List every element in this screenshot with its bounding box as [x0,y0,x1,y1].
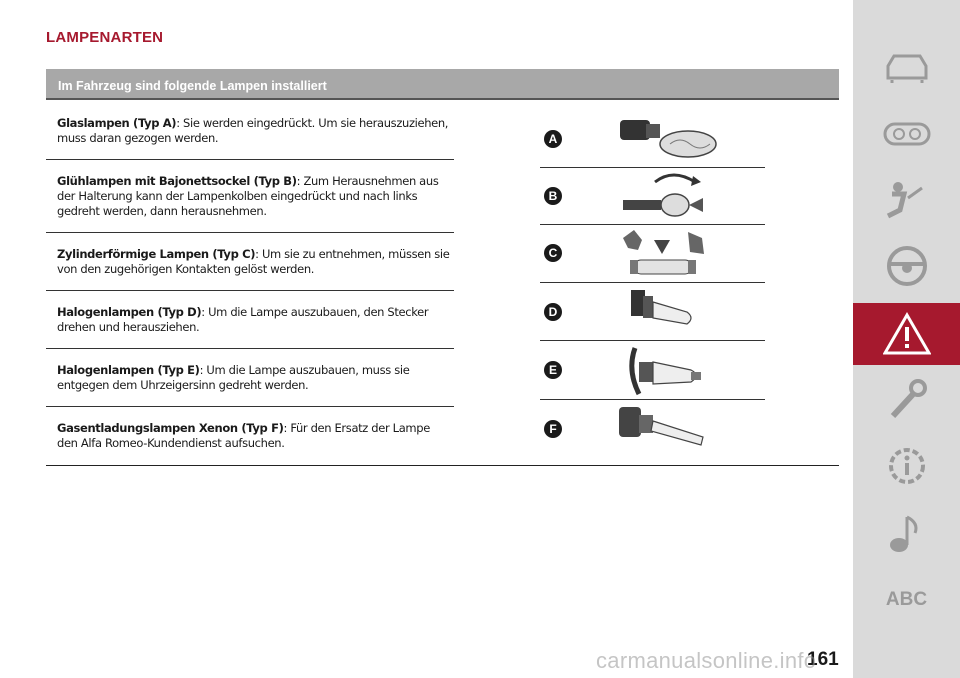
row-d-text [57,305,452,335]
seatbelt-passenger-icon [882,180,932,220]
row-d-term: Halogenlampen (Typ D) [57,305,202,319]
letter-badge-e: E [544,361,562,379]
bayonet-lamp-icon [615,170,715,220]
warning-triangle-icon [883,312,931,356]
row-e-text [57,363,452,393]
divider [540,340,765,341]
row-c-text [57,247,452,277]
sidebar-item-multimedia[interactable] [853,503,960,563]
wrench-icon [885,378,929,422]
row-b-desc: : Zum Herausnehmen aus der Halterung kann der Lampenkolben eingedrückt und nach links gedreht werden, dann herausnehmen. [57,174,439,218]
music-note-icon [887,511,927,555]
letter-badge-f: F [544,420,562,438]
info-gear-icon [885,444,929,488]
row-c-desc: : Um sie zu entnehmen, müssen sie von den zugehörigen Kontakten gelöst werden. [57,247,450,276]
row-a-desc: : Sie werden eingedrückt. Um sie herauszuziehen, muss daran gezogen werden. [57,116,449,145]
sidebar-item-emergency[interactable] [853,303,960,365]
letter-badge-a: A [544,130,562,148]
sidebar-item-car[interactable] [853,38,960,98]
row-a-text [57,116,452,146]
divider [46,232,454,233]
dashboard-gauge-icon [882,118,932,150]
row-e-desc: : Um die Lampe auszubauen, muss sie entgegen dem Uhrzeigersinn gedreht werden. [57,363,410,392]
sidebar-item-technical-data[interactable] [853,436,960,496]
row-e-term: Halogenlampen (Typ E) [57,363,200,377]
divider [540,399,765,400]
letter-badge-c: C [544,244,562,262]
halogen-lamp-e-icon [625,344,710,398]
row-f-term: Gasentladungslampen Xenon (Typ F) [57,421,284,435]
divider [540,282,765,283]
row-f-text [57,421,452,451]
watermark: carmanualsonline.info [596,648,817,673]
chapter-sidebar [853,0,960,678]
divider [46,290,454,291]
halogen-lamp-d-icon [625,286,700,336]
car-icon [882,52,932,84]
letter-badge-b: B [544,187,562,205]
row-d-desc: : Um die Lampe auszubauen, den Stecker drehen und herausziehen. [57,305,429,334]
letter-badge-d: D [544,303,562,321]
divider [46,348,454,349]
sidebar-item-driving[interactable] [853,236,960,296]
row-b-text [57,174,452,219]
steering-wheel-icon [885,244,929,288]
divider [46,159,454,160]
abc-index-label: ABC [885,589,928,610]
row-b-term: Glühlampen mit Bajonettsockel (Typ B) [57,174,297,188]
row-a-term: Glaslampen (Typ A) [57,116,177,130]
divider [540,224,765,225]
divider [46,406,454,407]
cylindrical-lamp-icon [618,228,713,280]
section-title: LAMPENARTEN [46,29,164,46]
table-header [46,69,839,100]
divider [540,167,765,168]
glass-lamp-icon [610,112,720,162]
sidebar-item-service[interactable] [853,370,960,430]
sidebar-item-dashboard[interactable] [853,104,960,164]
sidebar-item-index[interactable] [853,570,960,630]
row-c-term: Zylinderförmige Lampen (Typ C) [57,247,256,261]
table-header-label: Im Fahrzeug sind folgende Lampen installiert [58,79,327,93]
page-number: 161 [807,649,839,670]
table-bottom-rule [46,465,839,466]
sidebar-item-safety[interactable] [853,170,960,230]
xenon-lamp-icon [615,403,710,453]
row-f-desc: : Für den Ersatz der Lampe den Alfa Romeo-Kundendienst aufsuchen. [57,421,430,450]
